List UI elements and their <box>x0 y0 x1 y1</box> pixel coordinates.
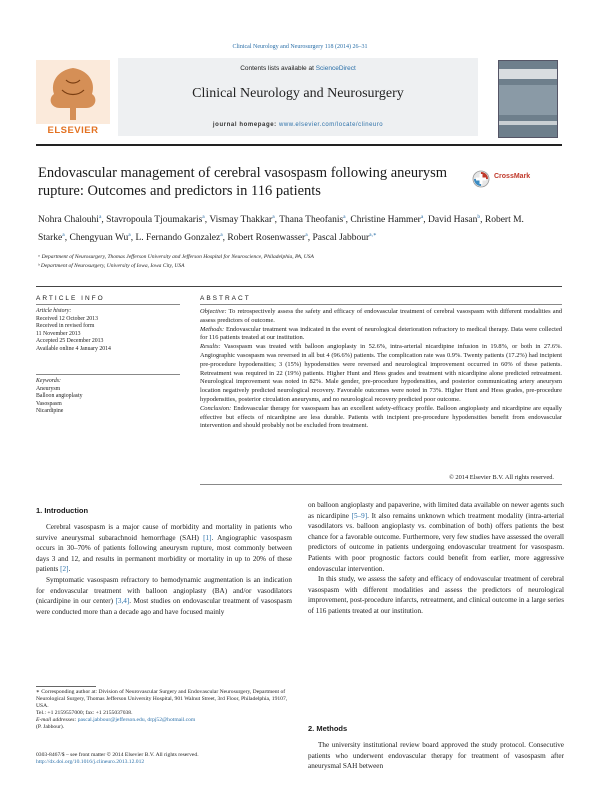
contents-line <box>118 65 478 72</box>
keywords-rule <box>36 374 180 375</box>
header-divider <box>36 286 562 287</box>
journal-title: Clinical Neurology and Neurosurgery <box>192 86 404 101</box>
author[interactable]: Chengyuan Wu$^a$, <box>69 232 136 244</box>
crossmark-badge[interactable] <box>472 170 562 192</box>
running-header: Clinical Neurology and Neurosurgery 118 (2014) 26–31 <box>232 44 368 50</box>
intro-paragraph-1: Cerebral vasospasm is a major cause of morbidity and mortality in patients who survive aneurysmal subarachnoid hemorrhage (SAH) [1]. Angiographic vasospasm occurs in 30–70% of patients following aneurysm rupture, most commonly between days 3 and 12, and results in permanent morbidity or mortality in up to 20% of these patients [2]. <box>36 523 292 574</box>
methods-heading: 2. Methods <box>308 724 348 733</box>
history-item: 11 November 2013 <box>36 330 81 337</box>
history-item: Received in revised form <box>36 323 95 330</box>
sciencedirect-link[interactable]: ScienceDirect <box>315 65 356 72</box>
footnote-rule <box>36 686 96 687</box>
keyword: Aneurysm <box>36 385 61 392</box>
history-item: Received 12 October 2013 <box>36 315 98 322</box>
keyword: Nicardipine <box>36 408 64 415</box>
doi-link[interactable]: http://dx.doi.org/10.1016/j.clineuro.2013.12.012 <box>36 759 145 765</box>
introduction-text-continued <box>308 500 564 617</box>
author[interactable]: Stavropoula Tjoumakaris$^a$, <box>106 214 210 226</box>
abstract-body <box>200 308 562 431</box>
email-link[interactable]: pascal.jabbour@jefferson.edu, drpj52@hotmail.com <box>77 717 196 723</box>
methods-text <box>308 740 564 772</box>
article-history <box>36 308 186 354</box>
issn-doi <box>36 752 336 766</box>
author[interactable]: L. Fernando Gonzalez$^a$, <box>135 232 228 244</box>
masthead-rule <box>36 144 562 146</box>
author-list <box>38 210 538 246</box>
author[interactable]: Christine Hammer$^a$, <box>350 214 429 226</box>
corresponding-author-footnote <box>36 689 292 731</box>
author[interactable]: Robert M. Starke$^a$, <box>38 215 524 244</box>
keyword: Balloon angioplasty <box>36 393 83 400</box>
intro-paragraph-4: In this study, we assess the safety and efficacy of endovascular treatment of cerebral vasospasm with different modalities and assess the predictors of neurological improvement, post-procedure infarcts, retreatment, and clinical outcome in a large series of 116 patients treated at our institution. <box>308 575 564 615</box>
history-label: Article history: <box>36 308 72 314</box>
citation-link[interactable]: [1] <box>203 533 212 542</box>
keyword: Vasospasm <box>36 400 62 407</box>
affiliation-b: ᵇ Department of Neurosurgery, University of Iowa, Iowa City, USA <box>38 263 185 269</box>
abstract-objective: Objective: To retrospectively assess the safety and efficacy of endovascular treatment of cerebral vasospasm with different modalities and assess predictors of outcome. <box>200 308 562 324</box>
elsevier-tree-icon <box>36 60 110 124</box>
footnote-emails: E-mail addresses: pascal.jabbour@jefferson.edu, drpj52@hotmail.com <box>36 717 196 723</box>
abstract-conclusion: Conclusion: Endovascular therapy for vasospasm has an excellent safety-efficacy profile. Balloon angioplasty and nicardipine are equally effective but effects of nicardipine are less durable. Patients with incipient pre-procedure hypodensities benefit from endovascular intervention and should probably not be excluded from treatment. <box>200 404 562 430</box>
author[interactable]: Nohra Chalouhi$^a$, <box>38 214 107 226</box>
crossmark-label: CrossMark <box>494 173 531 180</box>
author[interactable]: David Hasan$^b$, <box>428 214 485 226</box>
intro-paragraph-2: Symptomatic vasospasm refractory to hemodynamic augmentation is an indication for endovascular treatment with balloon angioplasty (BA) and/or vasodilators (nicardipine in our center) [3,4]. Most studies on endovascular treatment of vasospasm were conducted more than a decade ago and have focused mainly <box>36 575 292 616</box>
elsevier-logo <box>36 60 110 136</box>
author[interactable]: Robert Rosenwasser$^a$, <box>227 232 313 244</box>
journal-masthead <box>36 58 558 140</box>
homepage-link[interactable]: www.elsevier.com/locate/clineuro <box>279 122 384 128</box>
keywords-label: Keywords: <box>36 378 61 384</box>
author[interactable]: Thana Theofanis$^a$, <box>279 214 351 226</box>
article-info-rule <box>36 304 180 305</box>
publisher-name: ELSEVIER <box>47 125 99 136</box>
history-item: Accepted 25 December 2013 <box>36 338 104 345</box>
homepage-prefix: journal homepage: <box>212 122 280 128</box>
affiliation-a: ᵃ Department of Neurosurgery, Thomas Jefferson University and Jefferson Hospital for Neuroscience, Philadelphia, PA, USA <box>38 254 314 260</box>
footnote-address: ∗ Corresponding author at: Division of Neurovascular Surgery and Endovascular Neurosurgery, Department of Neurological Surgery, Thomas Jefferson University Hospital, 901 Walnut Street, 3rd Floor, Philadelphia, 19107, USA. <box>36 689 288 709</box>
citation-link[interactable]: [2] <box>60 565 69 574</box>
article-info-heading: ARTICLE INFO <box>36 295 105 302</box>
journal-homepage <box>118 122 478 128</box>
article-title: Endovascular management of cerebral vasospasm following aneurysm rupture: Outcomes and predictors in 116 patients <box>38 165 448 199</box>
citation-link[interactable]: [3,4] <box>115 597 130 606</box>
keywords <box>36 378 186 416</box>
abstract-results: Results: Vasospasm was treated with balloon angioplasty in 52.6%, intra-arterial nicardipine infusion in 19.8%, or both in 27.6%. Angiographic vasospasm was reversed in all but 4 (96.6%) patients. The complication rate was 0.9%. Twenty patients (17.2%) had incipient pre-procedure hypodensities; 3 (15%) hypodensities were reversed and neurological improvement occurred in 60% of these patients. Retreatment was required in 22 (19%) patients. Higher Hunt and Hess grades and treatment with nicardipine alone predicted retreatment. Neurological improvement was noted in 82%. Male gender, pre-procedure hypodensities, and posterior communicating artery aneurysm location negatively predicted neurological recovery. Favorable outcomes were noted in 73%. Higher Hunt and Hess grades, pre-procedure hypodensities, posterior circulation aneurysms, and no neurological recovery predicted poor outcome. <box>200 343 562 403</box>
journal-cover-thumbnail <box>498 60 558 138</box>
issn-line: 0303-8467/$ – see front matter © 2014 Elsevier B.V. All rights reserved. <box>36 752 199 758</box>
introduction-text <box>36 522 292 617</box>
crossmark-icon <box>472 170 490 188</box>
history-item: Available online 4 January 2014 <box>36 345 111 352</box>
abstract-copyright: © 2014 Elsevier B.V. All rights reserved. <box>448 474 554 481</box>
methods-paragraph-1: The university institutional review board approved the study protocol. Consecutive patients who underwent endovascular therapy for treatment of vasospasm after aneurysmal SAH between <box>308 741 564 771</box>
abstract-bottom-rule <box>200 484 562 485</box>
introduction-heading: 1. Introduction <box>36 506 89 515</box>
footnote-email-name: (P. Jabbour). <box>36 724 65 730</box>
contents-prefix: Contents lists available at <box>240 65 316 72</box>
masthead-banner <box>118 58 478 136</box>
footnote-phone: Tel.: +1 2159557000; fax: +1 2155037038. <box>36 710 133 716</box>
author[interactable]: Pascal Jabbour$^{a,∗}$ <box>312 232 377 244</box>
abstract-rule <box>200 304 562 305</box>
abstract-heading: ABSTRACT <box>200 295 251 302</box>
abstract-methods: Methods: Endovascular treatment was indicated in the event of neurological deterioration refractory to medical therapy. Data were collected for 116 patients treated at our institution. <box>200 325 562 342</box>
intro-paragraph-3: on balloon angioplasty and papaverine, with limited data available on newer agents such as nicardipine [5–9]. It also remains unknown which treatment modality (intra-arterial vasodilators vs. balloon angioplasty vs. combination of both) offers patients the best chance for a favorable outcome. Furthermore, very few studies have assessed the overall predictors of outcome in patients undergoing endovascular treatment for vasospasm. Patients with poor prognostic factors could benefit from earlier, more aggressive endovascular intervention. <box>308 501 564 573</box>
author[interactable]: Vismay Thakkar$^a$, <box>209 214 280 226</box>
citation-link[interactable]: [5–9] <box>351 511 368 520</box>
